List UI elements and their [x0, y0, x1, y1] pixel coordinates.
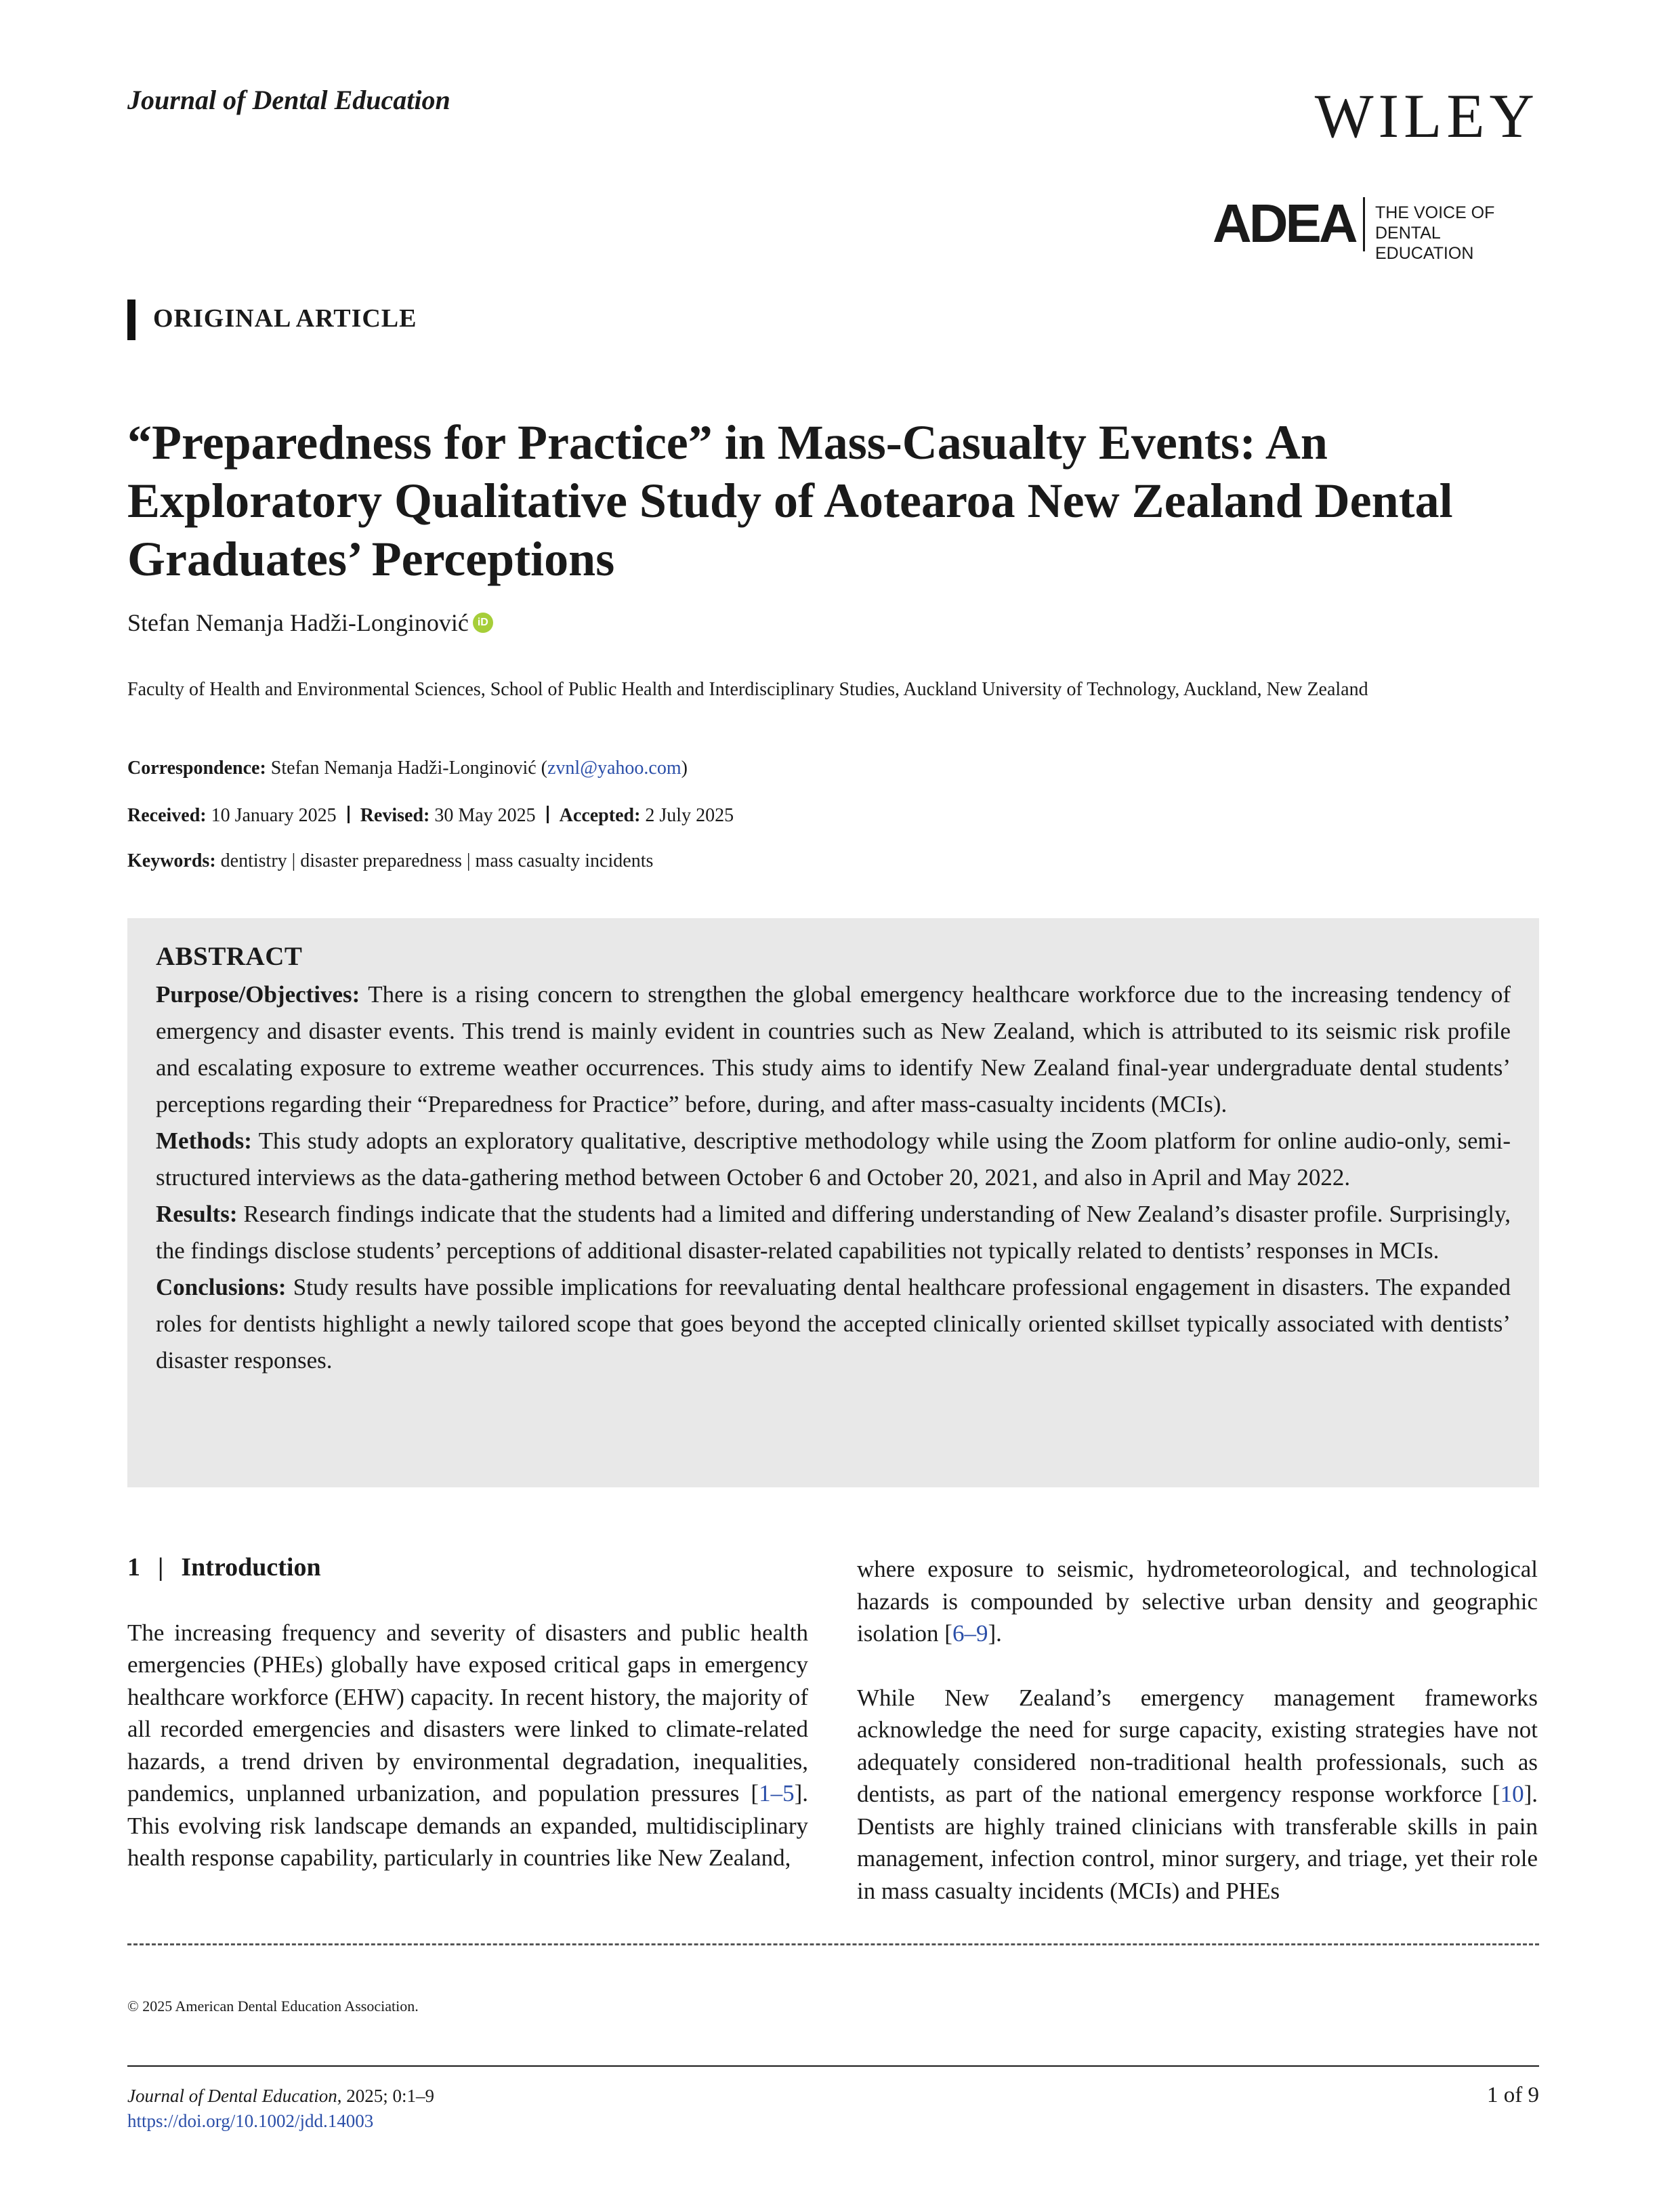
received-label: Received: [127, 805, 207, 826]
footer-volume: , 2025; 0:1–9 [337, 2086, 434, 2106]
paragraph-text: The increasing frequency and severity of disasters and public health emergencies (PHEs) globally have exposed critical gaps in emergency healthcare workforce (EHW) capacity. In recent history, the majority of all recorded emergencies and disasters were linked to climate-related hazards, a trend driven by environmental degradation, inequalities, pandemics, unplanned urbanization, and population pressures [ [127, 1619, 808, 1807]
adea-tagline-line1: THE VOICE OF [1375, 203, 1495, 222]
methods-label: Methods: [156, 1128, 252, 1154]
abstract-heading: ABSTRACT [156, 942, 303, 971]
keywords-value: dentistry | disaster preparedness | mass casualty incidents [220, 850, 654, 871]
copyright: © 2025 American Dental Education Association. [127, 1998, 419, 2015]
abstract-methods [156, 1123, 1511, 1196]
article-title: “Preparedness for Practice” in Mass-Casualty Events: An Exploratory Qualitative Study of Aotearoa New Zealand Dental Graduates’ Perceptions [127, 415, 1453, 586]
abstract-body [156, 938, 1511, 1379]
affiliation: Faculty of Health and Environmental Sciences, School of Public Health and Interdisciplinary Studies, Auckland University of Technology, Auckland, New Zealand [127, 679, 1368, 700]
accepted-date: 2 July 2025 [645, 805, 734, 826]
accepted-label: Accepted: [559, 805, 641, 826]
article-type: ORIGINAL ARTICLE [153, 304, 417, 333]
footer-journal-name: Journal of Dental Education [127, 2086, 337, 2106]
correspondence-email-link[interactable]: zvnl@yahoo.com [547, 758, 681, 779]
correspondence-label: Correspondence: [127, 758, 266, 779]
adea-logo-divider [1363, 197, 1365, 251]
paragraph-text: ]. This evolving risk landscape demands an expanded, multidisciplinary health response capability, particularly in countries like New Zealand, [127, 1780, 808, 1871]
keywords [127, 850, 653, 872]
journal-name: Journal of Dental Education [127, 85, 450, 115]
footer-citation [127, 2086, 434, 2107]
intro-paragraph-1-continued [857, 1553, 1538, 1650]
citation-link[interactable]: 1–5 [759, 1780, 795, 1807]
abstract-results [156, 1196, 1511, 1269]
doi-link[interactable]: https://doi.org/10.1002/jdd.14003 [127, 2111, 374, 2131]
date-divider [348, 806, 350, 823]
results-text: Research findings indicate that the students had a limited and differing understanding of New Zealand’s disaster profile. Surprisingly, the findings disclose students’ perceptions of additional disaster-related capabilities not typically related to dentists’ responses in MCIs. [156, 1201, 1511, 1264]
conclusions-label: Conclusions: [156, 1274, 287, 1300]
article-dates [127, 805, 734, 827]
correspondence-close: ) [681, 758, 688, 779]
date-divider [547, 806, 549, 823]
footnote-divider [127, 1943, 1539, 1945]
purpose-label: Purpose/Objectives: [156, 981, 360, 1008]
citation-link[interactable]: 6–9 [952, 1620, 988, 1647]
results-label: Results: [156, 1201, 238, 1227]
correspondence [127, 758, 688, 779]
footer-rule [127, 2065, 1539, 2067]
section-heading-introduction [127, 1552, 808, 1584]
paragraph-text: While New Zealand’s emergency management frameworks acknowledge the need for surge capacity, existing strategies have not adequately considered non-traditional health professionals, such as dentists, as part of the national emergency response workforce [ [857, 1684, 1538, 1807]
revised-date: 30 May 2025 [434, 805, 536, 826]
paragraph-text: where exposure to seismic, hydrometeorological, and technological hazards is compounded by selective urban density and geographic isolation [ [857, 1556, 1538, 1647]
abstract-purpose [156, 976, 1511, 1123]
keywords-label: Keywords: [127, 850, 216, 871]
article-type-bar [127, 300, 135, 340]
methods-text: This study adopts an exploratory qualitative, descriptive methodology while using the Zoom platform for online audio-only, semi-structured interviews as the data-gathering method between October 6 and October 20, 2021, and also in April and May 2022. [156, 1128, 1511, 1191]
author-line [127, 608, 493, 637]
section-title: Introduction [181, 1553, 321, 1582]
paragraph-text: ]. Dentists are highly trained clinicians with transferable skills in pain management, infection control, minor surgery, and triage, yet their role in mass casualty incidents (MCIs) and PHEs [857, 1781, 1538, 1904]
author-name: Stefan Nemanja Hadži-Longinović [127, 609, 469, 636]
body-column-right [857, 1553, 1538, 1907]
section-number: 1 [127, 1553, 140, 1582]
purpose-text: There is a rising concern to strengthen the global emergency healthcare workforce due to the increasing tendency of emergency and disaster events. This trend is mainly evident in countries such as New Zealand, which is attributed to its seismic risk profile and escalating exposure to extreme weather occurrences. This study aims to identify New Zealand final-year undergraduate dental students’ perceptions regarding their “Preparedness for Practice” before, during, and after mass-casualty incidents (MCIs). [156, 981, 1511, 1117]
adea-tagline [1375, 203, 1538, 264]
adea-tagline-line2: DENTAL EDUCATION [1375, 224, 1474, 263]
orcid-icon[interactable]: iD [473, 613, 493, 633]
conclusions-text: Study results have possible implications for reevaluating dental healthcare professional engagement in disasters. The expanded roles for dentists highlight a newly tailored scope that goes beyond the accepted clinically oriented skillset typically associated with dentists’ disaster responses. [156, 1274, 1511, 1374]
abstract-box [127, 918, 1539, 1487]
abstract-conclusions [156, 1269, 1511, 1379]
paragraph-text: ]. [988, 1620, 1002, 1647]
intro-paragraph-2 [857, 1682, 1538, 1907]
revised-label: Revised: [360, 805, 430, 826]
wiley-logo: WILEY [1314, 81, 1539, 150]
body-column-left [127, 1552, 808, 1874]
intro-paragraph-1 [127, 1617, 808, 1874]
citation-link[interactable]: 10 [1500, 1781, 1524, 1807]
adea-logo [1213, 193, 1538, 263]
adea-logo-text: ADEA [1213, 193, 1356, 253]
page-number: 1 of 9 [1487, 2083, 1539, 2107]
received-date: 10 January 2025 [211, 805, 337, 826]
section-divider: | [158, 1553, 164, 1582]
correspondence-name: Stefan Nemanja Hadži-Longinović ( [270, 758, 547, 779]
